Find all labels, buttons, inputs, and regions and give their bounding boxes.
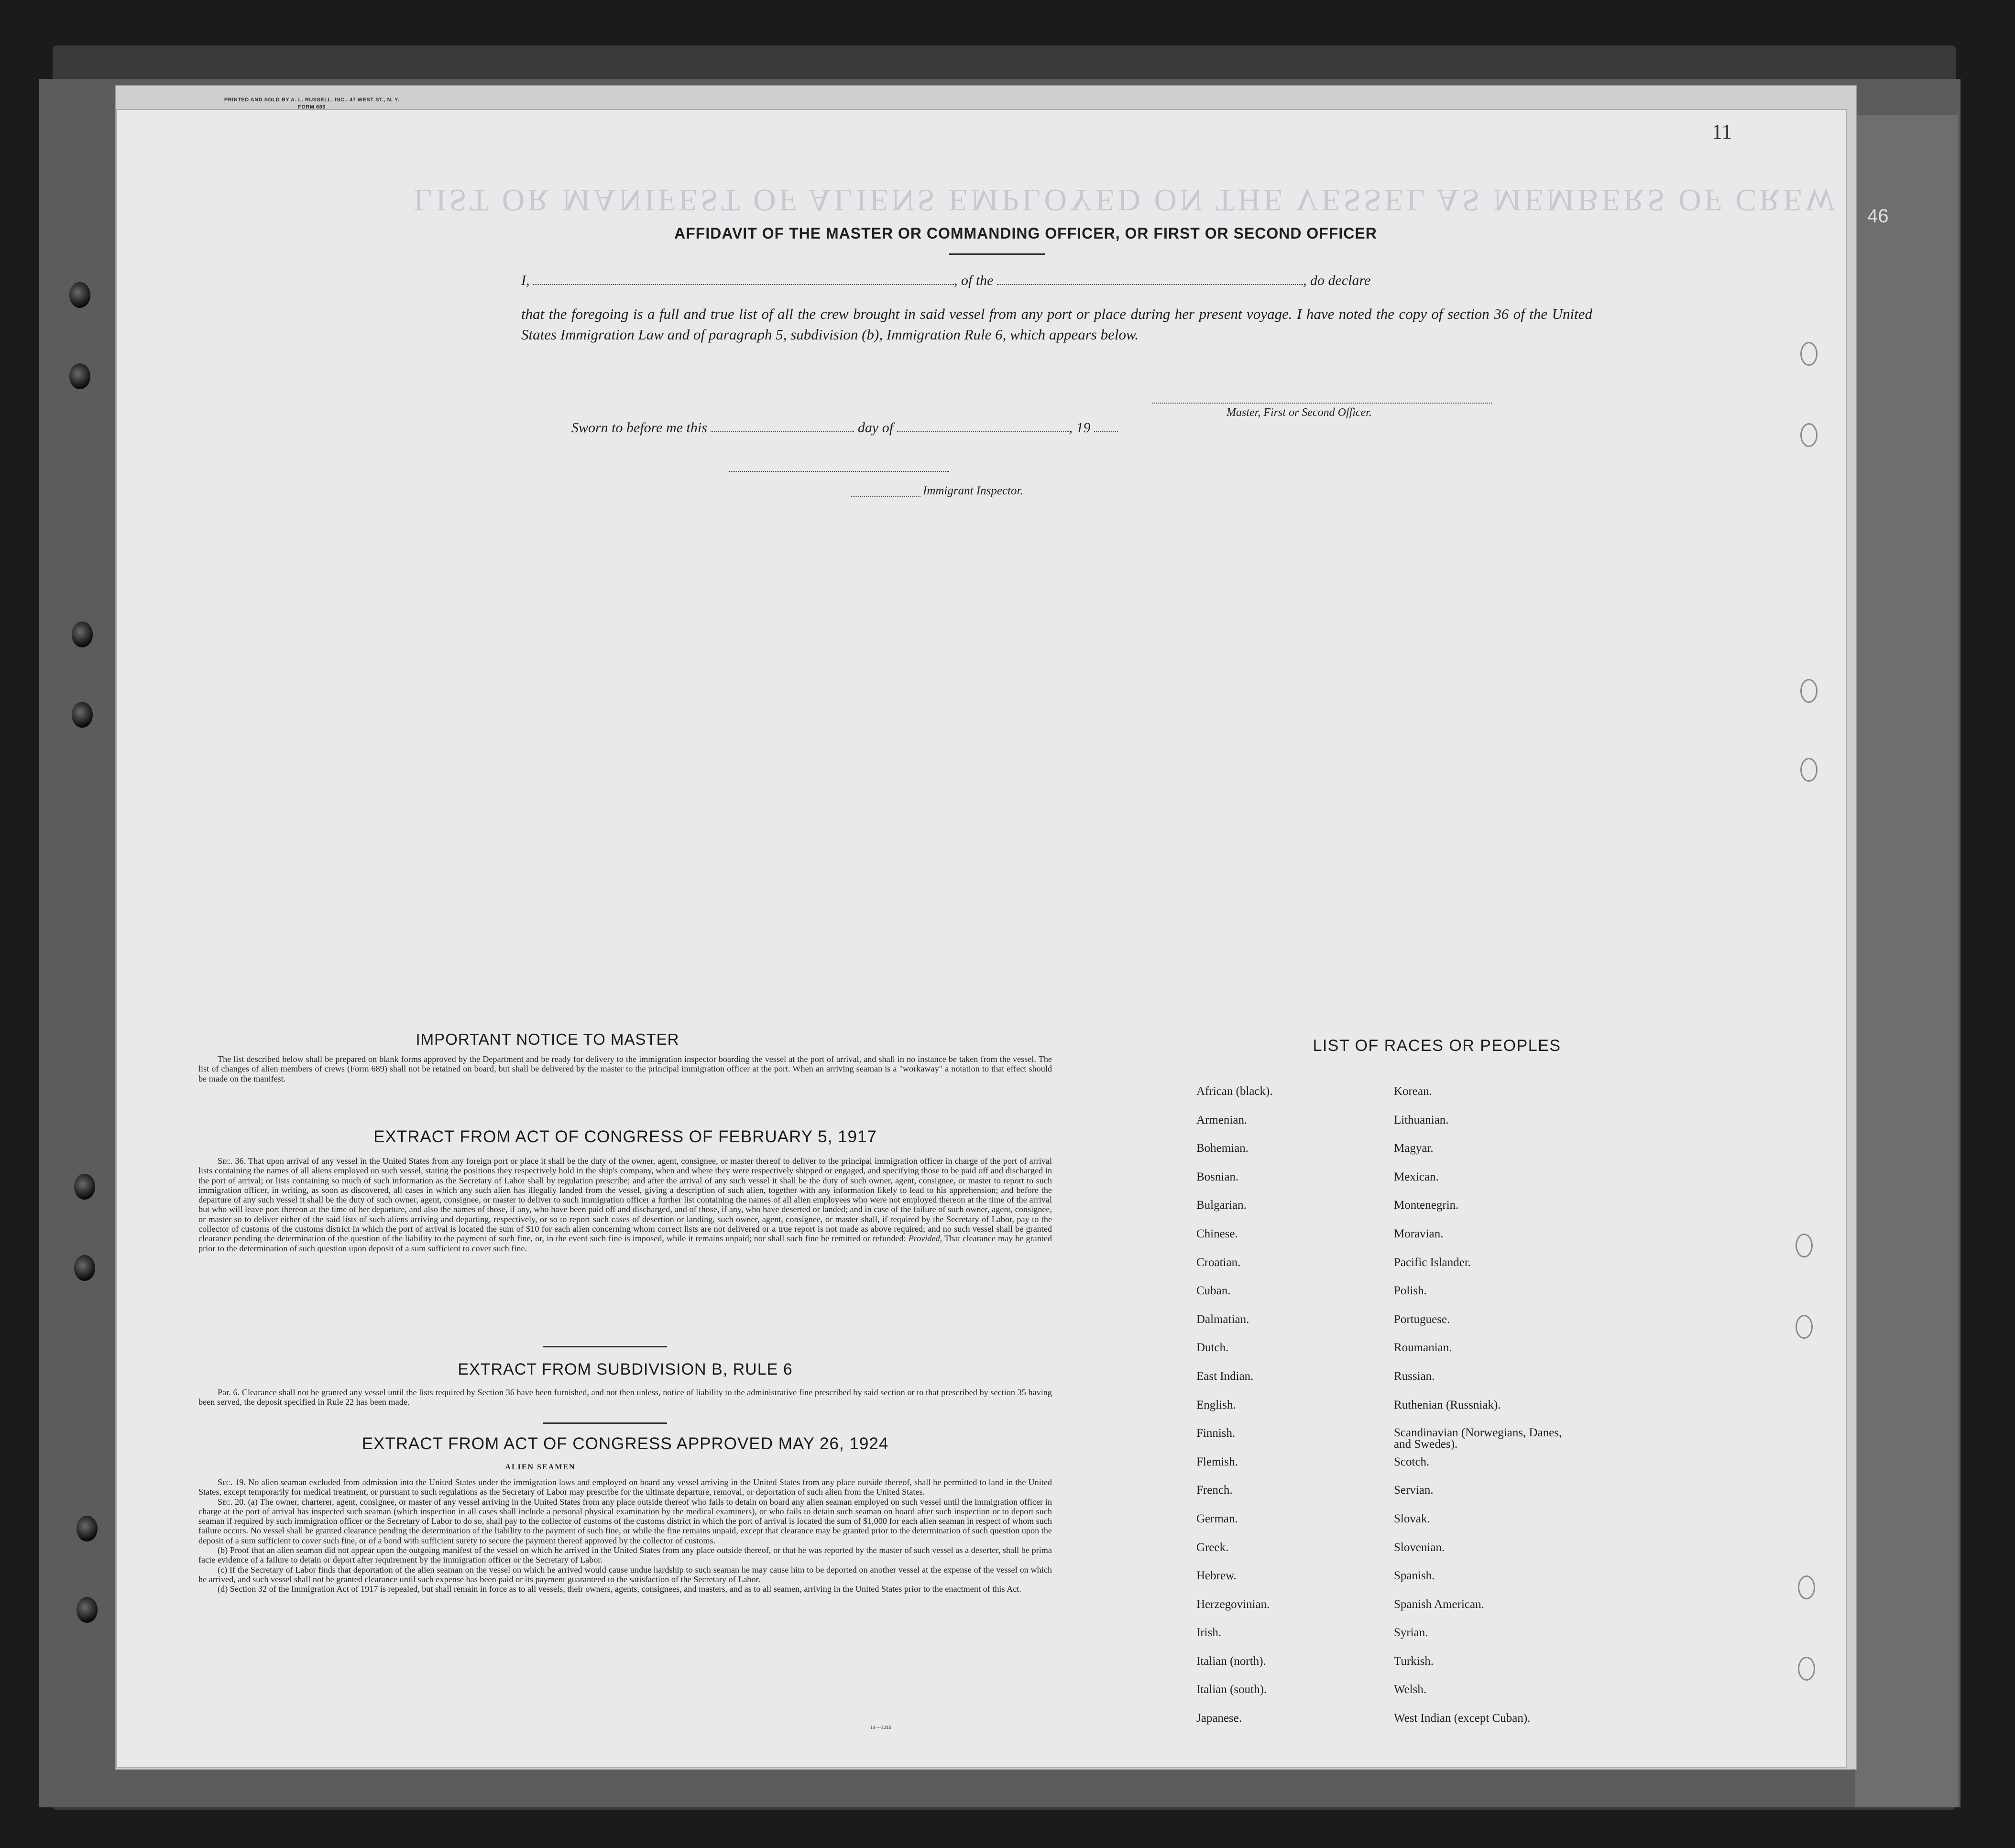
race-item: Scotch. [1394, 1455, 1430, 1468]
extract-1917-title: EXTRACT FROM ACT OF CONGRESS OF FEBRUARY 5, 1917 [373, 1127, 877, 1146]
race-item: Finnish. [1196, 1427, 1236, 1440]
extract-1924-title: EXTRACT FROM ACT OF CONGRESS APPROVED MAY 26, 1924 [361, 1434, 889, 1453]
right-page-strip [1855, 115, 1958, 1807]
binder-hole-icon [72, 702, 93, 728]
sec-19-label: Sec. 19. [218, 1477, 246, 1487]
rule-6-title: EXTRACT FROM SUBDIVISION B, RULE 6 [458, 1360, 793, 1378]
sec-20c-paragraph: (c) If the Secretary of Labor finds that deportation of the alien seaman on the vessel on which he arrived would cause undue hardship to such seaman he may cause him to be deported on another vessel at the expense of the vessel on which he arrived, and such vessel shall not be granted clearance until such expense has been paid or its payment guaranteed to the satisfaction of the Secretary of Labor. [198, 1564, 1052, 1584]
sec-36-text: That upon arrival of any vessel in the United States from any foreign port or place it shall be the duty of the owner, agent, consignee, or master thereof to deliver to the principal immigration officer in charge of the port of arrival lists containing the names of all aliens employed on such vessel, stating the positions they respectively hold in the ship's company, when and where they were respectively shipped or engaged, and specifying those to be paid off and discharged in the port of arrival; or lists containing so much of such information as the Secretary of Labor shall by regulation prescribe; and after the arrival of any such vessel it shall be the duty of such owner, agent, consignee, or master to report to such immigration officer, in writing, as soon as discovered, all cases in which any such alien has illegally landed from the vessel, giving a description of such alien, together with any information likely to lead to his apprehension; and before the departure of any such vessel it shall be the duty of such owner, agent, consignee, or master to deliver to such immigration officer a further list containing the names of all alien employees who were not employed thereon at the time of the arrival but who will leave port thereon at the time of her departure, and also the names of those, if any, who have been paid off and discharged, and of those, if any, who have deserted or landed; and in case of the failure of such owner, agent, consignee, or master so to deliver either of the said lists of such aliens arriving and departing, respectively, or so to report such cases of desertion or landing, such owner, agent, consignee, or master shall, if required by the Secretary of Labor, pay to the collector of customs of the customs district in which the port of arrival is located the sum of $10 for each alien concerning whom correct lists are not delivered or a true report is not made as above required; and no such vessel shall be granted clearance pending the determination of the question of the liability to the payment of such fine, or, in the event such fine is imposed, while it remains unpaid; nor shall such fine be remitted or refunded: [198, 1156, 1052, 1244]
rule-6-body [198, 1388, 1052, 1407]
race-item: Irish. [1196, 1626, 1222, 1640]
bleed-through-text: LIST OR MANIFEST OF ALIENS EMPLOYED ON THE VESSEL AS MEMBERS OF CREW [414, 183, 1838, 218]
race-item: Pacific Islander. [1394, 1256, 1471, 1269]
binder-hole-icon [69, 363, 90, 389]
race-item: Servian. [1394, 1484, 1434, 1497]
race-item: Polish. [1394, 1284, 1427, 1298]
race-item: Spanish American. [1394, 1597, 1484, 1611]
race-item: French. [1196, 1484, 1233, 1497]
race-item: Japanese. [1196, 1712, 1242, 1725]
extract-1917-body [198, 1156, 1052, 1253]
rule-6-paragraph: Par. 6. Clearance shall not be granted any vessel until the lists required by Section 36 have been furnished, and not then unless, notice of liability to the administrative fine prescribed by said section or to that prescribed by section 35 having been served, the deposit specified in Rule 22 has been made. [198, 1388, 1052, 1407]
inspector-signature-line [729, 471, 949, 472]
race-item: Montenegrin. [1394, 1199, 1459, 1212]
declare-label: , do declare [1303, 273, 1371, 288]
race-item: Croatian. [1196, 1256, 1241, 1269]
year-blank [1094, 422, 1118, 432]
binder-hole-icon [72, 622, 93, 647]
sec-36-label: Sec. 36. [218, 1156, 246, 1166]
sec-36-paragraph [198, 1156, 1052, 1253]
sec-20a-paragraph [198, 1497, 1052, 1545]
race-item: Portuguese. [1394, 1312, 1450, 1326]
punch-ring-icon [1800, 758, 1818, 782]
sec-20-label: Sec. 20. [218, 1497, 246, 1507]
inspector-short-line [851, 496, 920, 497]
race-item: Moravian. [1394, 1227, 1444, 1240]
race-item: Slovenian. [1394, 1541, 1445, 1554]
punch-ring-icon [1796, 1234, 1813, 1258]
alien-seamen-subtitle: ALIEN SEAMEN [505, 1463, 576, 1471]
sec-20a-text: (a) The owner, charterer, agent, consignee, or master of any vessel arriving in the United States from any place outside thereof who fails to detain on board any alien seaman employed on such vessel until the immigration officer in charge at the port of arrival has inspected such seaman (which inspection in all cases shall include a personal physical examination by the medical examiners), or who fails to detain such seaman on board after such inspection or to deport such seaman if required by such immigration officer or the Secretary of Labor to do so, shall pay to the collector of customs of the customs district in which the port of arrival is located the sum of $1,000 for each alien seaman in respect of whom such failure occurs. No vessel shall be granted clearance pending the determination of the liability to the payment of such fine, or while the fine remains unpaid, except that clearance may be granted prior to the determination of such question upon the deposit of a sum sufficient to cover such fine, or of a bond with sufficient surety to secure the payment thereof approved by the collector of customs. [198, 1497, 1052, 1545]
race-item: Italian (south). [1196, 1683, 1267, 1696]
divider [949, 253, 1045, 255]
race-item: African (black). [1196, 1085, 1273, 1098]
notice-body [198, 1054, 1052, 1083]
race-item: Dutch. [1196, 1341, 1229, 1355]
punch-ring-icon [1798, 1575, 1815, 1599]
race-item: Chinese. [1196, 1227, 1238, 1240]
race-item: Dalmatian. [1196, 1312, 1249, 1326]
race-item: Korean. [1394, 1085, 1432, 1098]
binder-hole-icon [74, 1174, 95, 1200]
race-item: Russian. [1394, 1369, 1435, 1383]
affidavit-paragraph: that the foregoing is a full and true list of all the crew brought in said vessel from any port or place during her present voyage. I have noted the copy of section 36 of the United States Immigration Law and of paragraph 5, subdivision (b), Immigration Rule 6, which appears below. [521, 306, 1592, 343]
affidavit-page [117, 110, 1846, 1767]
affidavit-title: AFFIDAVIT OF THE MASTER OR COMMANDING OFFICER, OR FIRST OR SECOND OFFICER [674, 225, 1377, 242]
provided-word: Provided, [908, 1234, 942, 1244]
declaration-line [521, 273, 1592, 289]
race-item: German. [1196, 1512, 1238, 1525]
page-number: 46 [1867, 206, 1889, 227]
race-item: East Indian. [1196, 1369, 1254, 1383]
race-item: Flemish. [1196, 1455, 1238, 1468]
inspector-label: Immigrant Inspector. [923, 484, 1023, 497]
punch-ring-icon [1796, 1315, 1813, 1339]
punch-ring-icon [1798, 1657, 1815, 1681]
binder-hole-icon [77, 1516, 98, 1542]
binder-hole-icon [69, 282, 90, 308]
sworn-line [571, 420, 1289, 436]
race-item: Slovak. [1394, 1512, 1430, 1525]
race-item: Welsh. [1394, 1683, 1427, 1696]
sec-36-end: That clearance may be granted prior to the determination of such question upon deposit of a sum sufficient to cover such fine. [198, 1234, 1052, 1253]
sec-20d-paragraph: (d) Section 32 of the Immigration Act of 1917 is repealed, but shall remain in force as to all vessels, their owners, agents, consignees, and masters, and as to all seamen, arriving in the United States prior to the enactment of this Act. [218, 1584, 1021, 1594]
month-blank [897, 422, 1069, 432]
binder-hole-icon [77, 1597, 98, 1623]
folio-mark: 11 [1712, 120, 1732, 143]
race-item: Mexican. [1394, 1170, 1439, 1183]
year-label: , 19 [1069, 420, 1091, 436]
races-column-1 [1196, 1085, 1397, 1741]
name-blank [533, 274, 954, 285]
race-item: Magyar. [1394, 1142, 1434, 1155]
printer-line: PRINTED AND SOLD BY A. L. RUSSELL, INC., 47 WEST ST., N. Y. [224, 97, 400, 103]
sec-19-text: No alien seaman excluded from admission into the United States under the immigration laws and employed on board any vessel arriving in the United States from any place outside thereof, shall be permitted to land in the United States, except temporarily for medical treatment, or pursuant to such regulations as the Secretary of Labor may prescribe for the ultimate departure, removal, or deportation of such alien from the United States. [198, 1477, 1052, 1497]
race-item: Herzegovinian. [1196, 1597, 1270, 1611]
extract-1924-body [198, 1477, 1052, 1594]
form-number: FORM 680 [298, 104, 326, 110]
race-item: Spanish. [1394, 1569, 1435, 1583]
race-item: Bulgarian. [1196, 1199, 1247, 1212]
race-item: Ruthenian (Russniak). [1394, 1398, 1501, 1411]
divider [543, 1422, 667, 1424]
race-item: West Indian (except Cuban). [1394, 1712, 1531, 1725]
day-blank [711, 422, 854, 432]
notice-title: IMPORTANT NOTICE TO MASTER [416, 1030, 679, 1048]
divider [543, 1346, 667, 1347]
race-item: Bohemian. [1196, 1142, 1249, 1155]
binder-hole-icon [74, 1255, 95, 1281]
punch-ring-icon [1800, 423, 1818, 447]
sec-19-paragraph [198, 1477, 1052, 1497]
race-item: Greek. [1196, 1541, 1229, 1554]
races-column-2 [1394, 1085, 1643, 1741]
race-item: Scandinavian (Norwegians, Danes, and Swedes). [1394, 1426, 1562, 1451]
race-item: Lithuanian. [1394, 1113, 1449, 1126]
of-the-label: , of the [954, 273, 994, 288]
race-item: Armenian. [1196, 1113, 1248, 1126]
race-item: Syrian. [1394, 1626, 1428, 1640]
notice-paragraph: The list described below shall be prepared on blank forms approved by the Department and be ready for delivery to the immigration inspector boarding the vessel at the port of arrival, and shall in no instance be taken from the vessel. The list of changes of alien members of crews (Form 689) shall not be retained on board, but shall be delivered by the master to the principal immigration officer at the port. When an arriving seaman is a "workaway" a notation to that effect should be made on the manifest. [198, 1054, 1052, 1083]
day-of-label: day of [857, 420, 894, 436]
vessel-blank [997, 274, 1303, 285]
race-item: Turkish. [1394, 1654, 1434, 1668]
pronoun-i: I, [521, 273, 530, 288]
form-code: 14—1246 [870, 1725, 891, 1730]
punch-ring-icon [1800, 679, 1818, 703]
sec-20b-paragraph: (b) Proof that an alien seaman did not appear upon the outgoing manifest of the vessel on which he arrived in the United States from any place outside thereof, or that he was reported by the master of such vessel as a deserter, shall be prima facie evidence of a failure to detain or deport after requirement by the immigration officer or the Secretary of Labor. [198, 1545, 1052, 1565]
race-item: Hebrew. [1196, 1569, 1237, 1583]
printer-imprint [187, 97, 436, 111]
race-item: Roumanian. [1394, 1341, 1452, 1355]
race-item: English. [1196, 1398, 1236, 1411]
race-item: Cuban. [1196, 1284, 1231, 1298]
signature-label: Master, First or Second Officer. [1227, 406, 1372, 419]
races-title: LIST OF RACES OR PEOPLES [1313, 1037, 1561, 1055]
signature-line [1152, 403, 1492, 404]
punch-ring-icon [1800, 342, 1818, 366]
race-item: Bosnian. [1196, 1170, 1239, 1183]
race-item: Italian (north). [1196, 1654, 1266, 1668]
sworn-label: Sworn to before me this [571, 420, 707, 436]
